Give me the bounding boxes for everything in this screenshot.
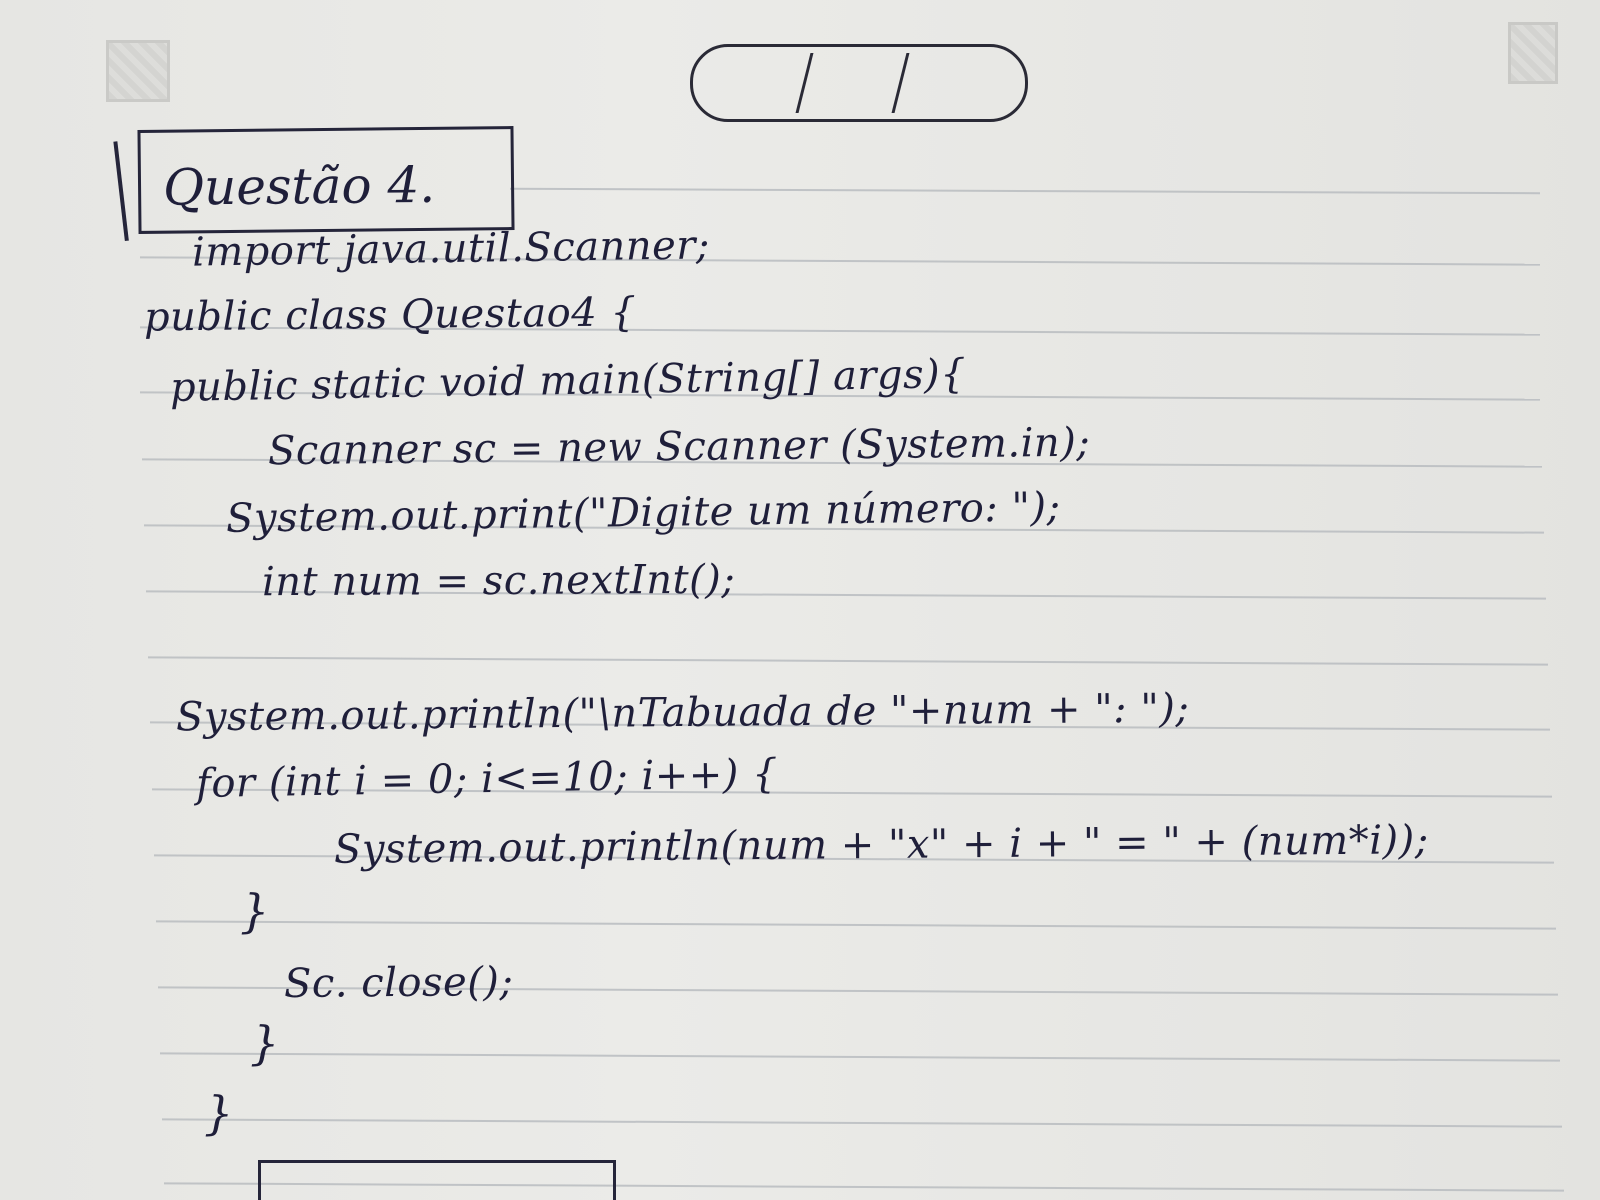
date-box bbox=[690, 44, 1028, 122]
code-line-close-brace-main: } bbox=[250, 1016, 280, 1070]
ruled-line bbox=[156, 920, 1556, 929]
date-slash bbox=[892, 53, 910, 113]
ruled-line bbox=[148, 656, 1548, 665]
corner-mark-right bbox=[1508, 22, 1558, 84]
ruled-line bbox=[162, 1118, 1562, 1127]
corner-mark-left bbox=[106, 40, 170, 102]
code-line-main: public static void main(String[] args){ bbox=[169, 351, 967, 411]
code-line-scanner: Scanner sc = new Scanner (System.in); bbox=[267, 419, 1091, 475]
code-line-close-brace-class: } bbox=[204, 1086, 234, 1140]
date-slash bbox=[796, 53, 814, 113]
code-line-sc-close: Sc. close(); bbox=[283, 958, 514, 1008]
bottom-box-partial bbox=[258, 1160, 616, 1200]
code-line-int-num: int num = sc.nextInt(); bbox=[261, 556, 736, 606]
question-title: Questão 4. bbox=[162, 155, 436, 217]
code-line-for-loop: for (int i = 0; i<=10; i++) { bbox=[195, 750, 779, 808]
code-line-println-tabuada: System.out.println("\nTabuada de "+num + ": "); bbox=[175, 685, 1190, 741]
code-line-import: import java.util.Scanner; bbox=[191, 222, 711, 276]
code-line-close-brace-for: } bbox=[240, 884, 270, 938]
code-line-print: System.out.print("Digite um número: "); bbox=[225, 484, 1061, 542]
ruled-line bbox=[510, 188, 1540, 194]
code-line-class: public class Questao4 { bbox=[143, 289, 637, 341]
code-line-println-result: System.out.println(num + "x" + i + " = " + (num*i)); bbox=[333, 817, 1429, 873]
ruled-line bbox=[160, 1052, 1560, 1061]
question-title-box bbox=[137, 126, 514, 234]
